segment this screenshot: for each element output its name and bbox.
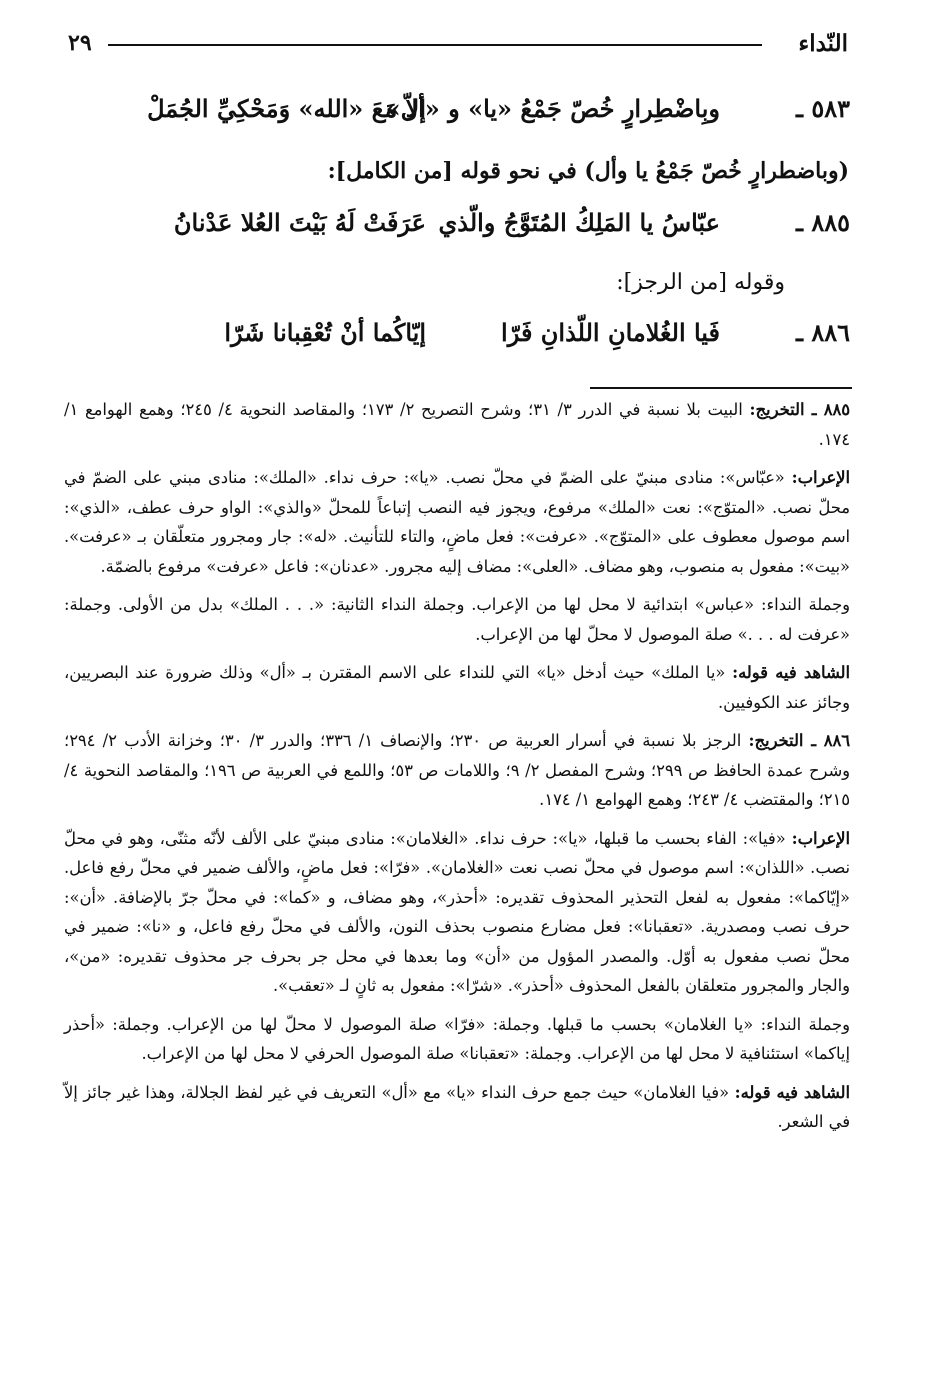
note-text: البيت بلا نسبة في الدرر ٣/ ٣١؛ وشرح التصريح ٢/ ١٧٣؛ والمقاصد النحوية ٤/ ٢٤٥؛ وهمع الهوامع ١/ ١٧٤.	[64, 400, 850, 449]
verse-number: ٨٨٥ ـ	[795, 208, 850, 237]
chapter-title: النّداء	[798, 30, 848, 57]
verse-first-hemistich: وبِاضْطِرارٍ خُصّ جَمْعُ «يا» و «أل»	[385, 94, 720, 123]
verse-second-hemistich: إلاّ مَعَ «الله» وَمَحْكِيِّ الجُمَلْ	[147, 94, 426, 123]
verse-first-hemistich: عبّاسُ يا المَلِكُ المُتَوَّجُ والّذي	[438, 208, 720, 237]
rajaz-intro: وقوله [من الرجز]:	[616, 270, 785, 295]
header-rule	[108, 44, 762, 46]
note-885-irab	[64, 463, 850, 581]
note-885-takhrij	[64, 395, 850, 454]
page-header	[68, 30, 848, 64]
note-886-takhrij	[64, 726, 850, 815]
note-text: «فيا الغلامان» حيث جمع حرف النداء «يا» مع «أل» التعريف في غير لفظ الجلالة، وهذا غير جائز إلاّ في الشعر.	[64, 1082, 850, 1131]
note-885-jumla: وجملة النداء: «عباس» ابتدائية لا محل لها من الإعراب. وجملة النداء الثانية: «. . . الملك» بدل من الأولى. وجملة: «عرفت له . . .» صلة الموصول لا محلّ لها من الإعراب.	[64, 595, 850, 644]
footnote-separator	[590, 387, 852, 389]
note-label: الإعراب:	[791, 828, 850, 848]
note-886-jumla: وجملة النداء: «يا الغلامان» بحسب ما قبلها. وجملة: «فرّا» صلة الموصول لا محلّ لها من الإعراب. وجملة: «أحذر إياكما» استئنافية لا محل لها من الإعراب. وجملة: «تعقبانا» صلة الموصول الحرفي لا محل لها من الإعراب.	[64, 1014, 850, 1063]
verse-886	[66, 318, 850, 358]
note-text: «يا الملك» حيث أدخل «يا» التي للنداء على الاسم المقترن بـ «أل» وذلك ضرورة عند البصريين، وجائز عند الكوفيين.	[64, 663, 850, 712]
note-text: «فيا»: الفاء بحسب ما قبلها، «يا»: حرف نداء. «الغلامان»: منادى مبنيّ على الألف لأنّه مثنّى، وهو في محلّ نصب. «اللذان»: اسم موصول في محلّ نصب نعت «الغلامان». «فرّا»: فعل ماضٍ، والألف ضمير في محلّ رفع فاعل. «إيّاكما»: مفعول به لفعل التحذير المحذوف تقديره: «أحذر»، وهو مضاف، و «كما»: في محلّ جرّ بالإضافة. «أن»: حرف نصب ومصدرية. «تعقبانا»: فعل مضارع منصوب بحذف النون، والألف في محلّ رفع فاعل، و «نا»: ضمير في محلّ نصب مفعول به أوّل. والمصدر المؤول من «أن» وما بعدها في محل جر بحرف جر محذوف تقديره: «من»، والجار والمجرور متعلقان بالفعل المحذوف «أحذر». «شرّا»: مفعول به ثانٍ لـ «تعقب».	[64, 828, 850, 995]
commentary-line	[69, 158, 849, 184]
note-text: «عبّاس»: منادى مبنيّ على الضمّ في محلّ نصب. «يا»: حرف نداء. «الملك»: منادى مبني على الضمّ في محلّ نصب. «المتوّج»: نعت «الملك» مرفوع، ويجوز فيه النصب إتباعاً للمحلّ «والذي»: الواو حرف عطف، «الذي»: اسم موصول معطوف على «المتوّج». «عرفت»: فعل ماضٍ، والتاء للتأنيث. «له»: جار ومجرور متعلّقان بـ «عرفت». «بيت»: مفعول به منصوب، وهو مضاف. «العلى»: مضاف إليه مجرور. «عدنان»: فاعل «عرفت» مرفوع بالضمّة.	[64, 468, 850, 576]
note-886-irab	[64, 824, 850, 1001]
verse-first-hemistich: فَيا الغُلامانِ اللّذانِ فَرّا	[501, 318, 720, 347]
note-label: الإعراب:	[791, 468, 850, 487]
verse-number: ٨٨٦ ـ	[795, 318, 850, 347]
note-label: الشاهد فيه قوله:	[734, 1082, 850, 1102]
page-number: ٢٩	[68, 30, 92, 56]
verse-second-hemistich: عَرَفَتْ لَهُ بَيْتَ العُلا عَدْنانُ	[173, 208, 426, 237]
note-label: ٨٨٥ ـ التخريج:	[749, 400, 850, 419]
verse-number: ٥٨٣ ـ	[795, 94, 850, 123]
verse-583	[66, 94, 850, 134]
verse-second-hemistich: إيّاكُما أنْ تُعْقِبانا شَرّا	[224, 318, 426, 347]
note-885-shahid	[64, 658, 850, 717]
note-text: الرجز بلا نسبة في أسرار العربية ص ٢٣٠؛ والإنصاف ١/ ٣٣٦؛ والدرر ٣/ ٣٠؛ وخزانة الأدب ٢/ ٢٩٤؛ وشرح عمدة الحافظ ص ٢٩٩؛ وشرح المفصل ٢/ ٩؛ واللامات ص ٥٣؛ واللمع في العربية ص ١٩٦؛ والمقاصد النحوية ٤/ ٢١٥؛ والمقتضب ٤/ ٢٤٣؛ وهمع الهوامع ١/ ١٧٤.	[64, 731, 851, 809]
note-886-shahid	[64, 1078, 850, 1137]
note-label: ٨٨٦ ـ التخريج:	[748, 731, 850, 750]
commentary-text: (وباضطرارٍ خُصّ جَمْعُ يا وأل) في نحو قوله [من الكامل]:	[327, 158, 849, 184]
verse-885	[66, 208, 850, 248]
note-label: الشاهد فيه قوله:	[732, 663, 850, 682]
footnotes	[64, 395, 850, 1146]
